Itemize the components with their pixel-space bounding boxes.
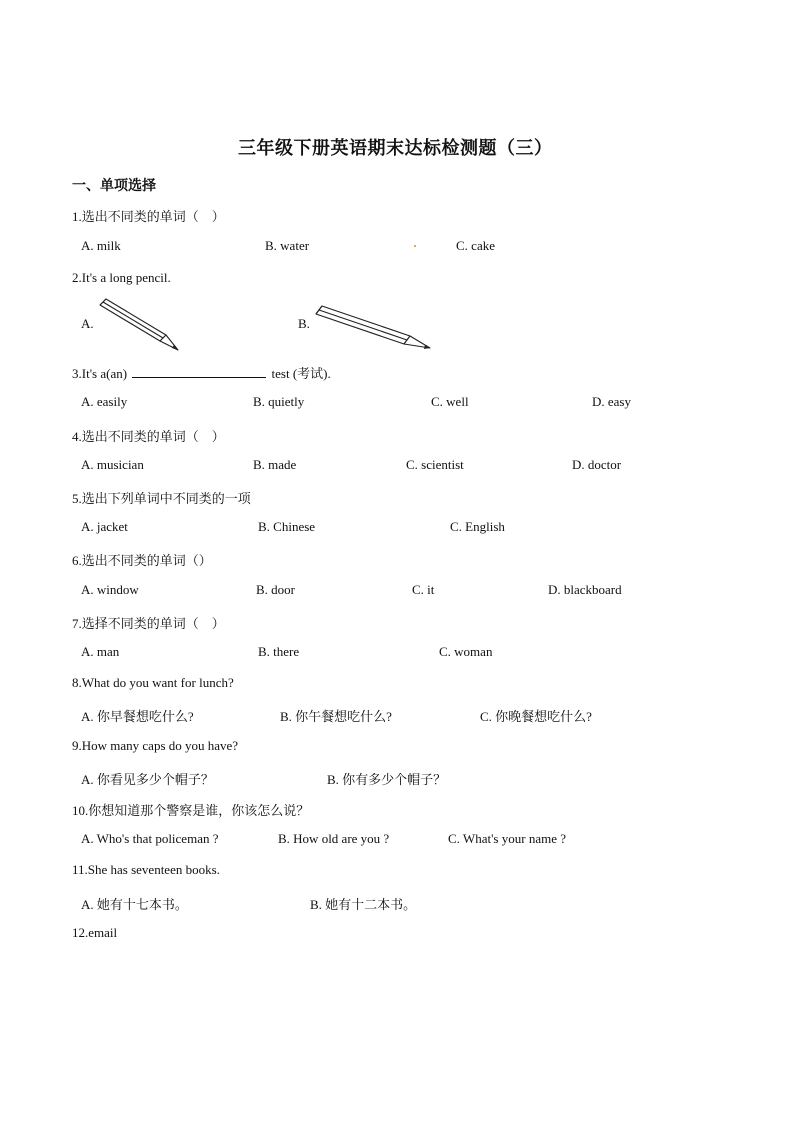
question-3-option-d: D. easy bbox=[592, 394, 631, 409]
pencil-short-icon bbox=[96, 295, 186, 355]
question-6-stem: 6.选出不同类的单词（） bbox=[72, 553, 212, 568]
question-6-option-d: D. blackboard bbox=[548, 582, 622, 597]
question-4-option-b: B. made bbox=[253, 457, 297, 472]
question-4-option-c: C. scientist bbox=[406, 457, 464, 472]
question-5-option-b: B. Chinese bbox=[258, 519, 316, 534]
question-4-stem: 4.选出不同类的单词（ ） bbox=[72, 429, 225, 444]
question-9-option-b: B. 你有多少个帽子？ bbox=[327, 772, 447, 787]
question-10-option-b: B. How old are you ? bbox=[278, 831, 390, 846]
question-4-option-a: A. musician bbox=[81, 457, 144, 472]
question-7-option-b: B. there bbox=[258, 644, 300, 659]
question-5-option-a: A. jacket bbox=[81, 519, 128, 534]
section-heading: 一、单项选择 bbox=[72, 179, 156, 194]
question-10-stem: 10.你想知道那个警察是谁，你该怎么说？ bbox=[72, 803, 310, 818]
question-11-stem: 11.She has seventeen books. bbox=[72, 862, 220, 877]
question-3-option-b: B. quietly bbox=[253, 394, 305, 409]
question-1-option-a: A. milk bbox=[81, 238, 121, 253]
question-3-stem-before: 3.It's a(an) bbox=[72, 366, 128, 381]
question-9-stem: 9.How many caps do you have? bbox=[72, 738, 239, 753]
question-3-option-c: C. well bbox=[431, 394, 469, 409]
question-1-option-c: C. cake bbox=[456, 238, 495, 253]
stray-dot bbox=[414, 245, 416, 247]
question-7-option-c: C. woman bbox=[439, 644, 493, 659]
question-8-option-c: C. 你晚餐想吃什么? bbox=[480, 709, 592, 724]
question-3-option-a: A. easily bbox=[81, 394, 128, 409]
question-8-option-a: A. 你早餐想吃什么? bbox=[81, 709, 194, 724]
question-12-stem: 12.email bbox=[72, 925, 118, 940]
question-2-option-a: A. bbox=[81, 316, 94, 331]
question-8-option-b: B. 你午餐想吃什么? bbox=[280, 709, 392, 724]
pencil-long-icon bbox=[312, 300, 437, 355]
question-2-stem: 2.It's a long pencil. bbox=[72, 270, 171, 285]
question-8-stem: 8.What do you want for lunch? bbox=[72, 675, 234, 690]
question-6-option-b: B. door bbox=[256, 582, 295, 597]
question-7-option-a: A. man bbox=[81, 644, 120, 659]
question-6-option-a: A. window bbox=[81, 582, 139, 597]
question-1-option-b: B. water bbox=[265, 238, 310, 253]
question-5-stem: 5.选出下列单词中不同类的一项 bbox=[72, 491, 251, 506]
question-6-option-c: C. it bbox=[412, 582, 435, 597]
question-4-option-d: D. doctor bbox=[572, 457, 622, 472]
question-11-option-a: A. 她有十七本书。 bbox=[81, 897, 188, 912]
question-11-option-b: B. 她有十二本书。 bbox=[310, 897, 417, 912]
question-3-stem bbox=[72, 363, 331, 382]
question-3-stem-after: test (考试). bbox=[271, 366, 331, 381]
page-title: 三年级下册英语期末达标检测题（三） bbox=[238, 138, 553, 158]
question-9-option-a: A. 你看见多少个帽子？ bbox=[81, 772, 214, 787]
question-5-option-c: C. English bbox=[450, 519, 505, 534]
question-7-stem: 7.选择不同类的单词（ ） bbox=[72, 616, 225, 631]
question-10-option-c: C. What's your name ? bbox=[448, 831, 566, 846]
question-1-stem: 1.选出不同类的单词（ ） bbox=[72, 209, 225, 224]
question-10-option-a: A. Who's that policeman ? bbox=[81, 831, 219, 846]
answer-blank[interactable] bbox=[132, 365, 266, 378]
question-2-option-b: B. bbox=[298, 316, 310, 331]
